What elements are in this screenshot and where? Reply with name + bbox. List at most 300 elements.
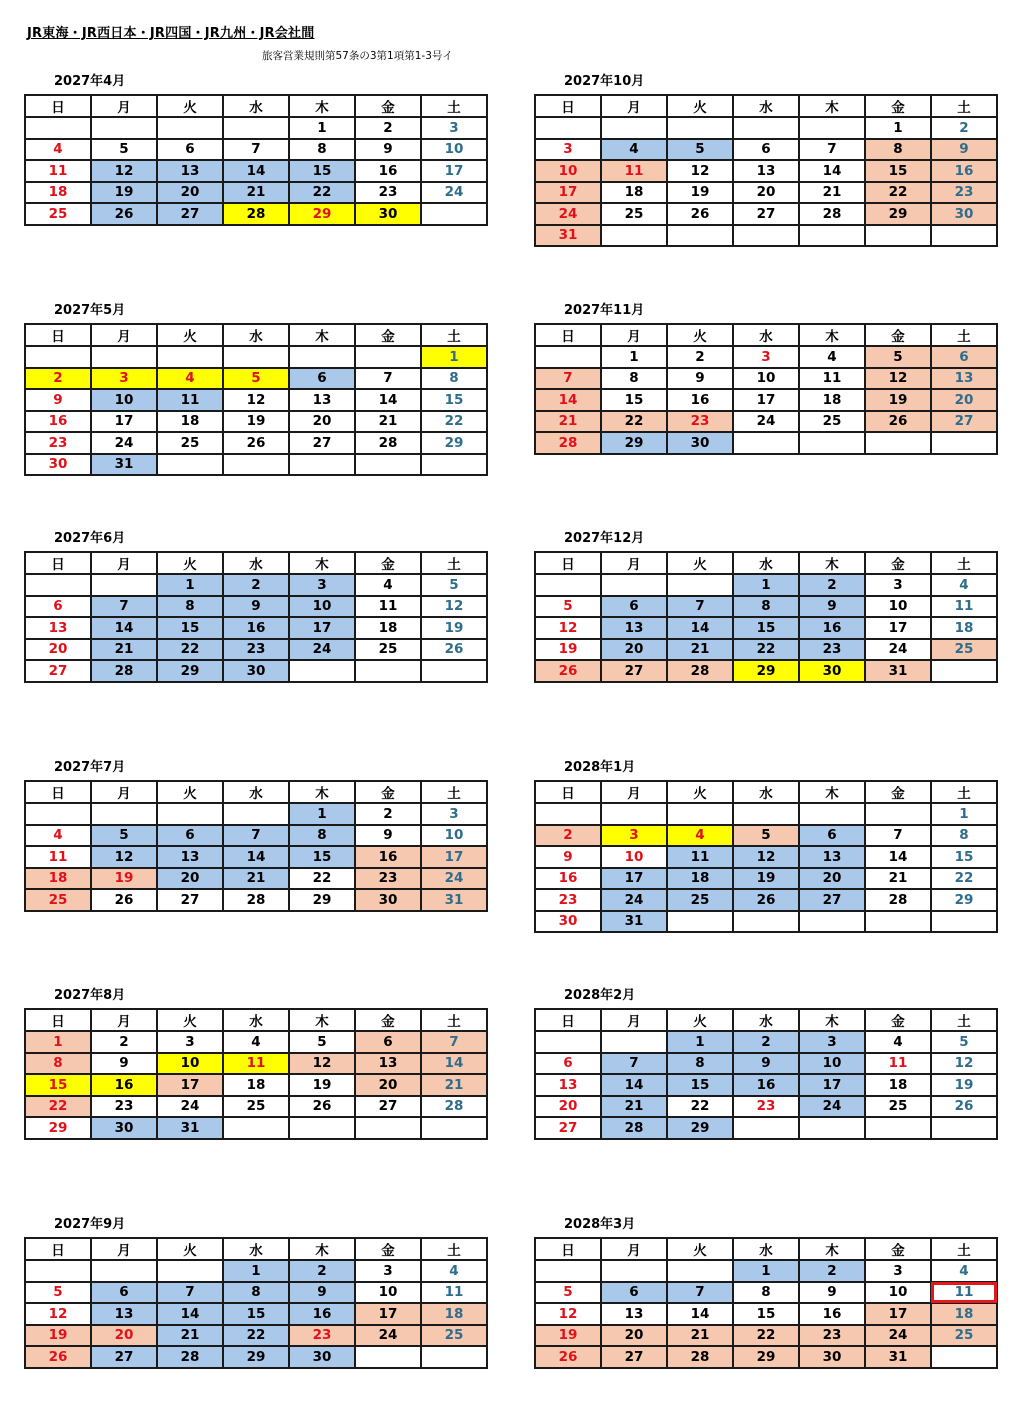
weekday-header: 日: [25, 781, 91, 803]
day-cell: 22: [667, 1096, 733, 1118]
empty-cell: [601, 225, 667, 247]
day-cell: 30: [667, 432, 733, 454]
weekday-header: 土: [931, 95, 997, 117]
day-cell: 21: [865, 868, 931, 890]
empty-cell: [91, 1260, 157, 1282]
week-row: [535, 803, 997, 825]
empty-cell: [667, 803, 733, 825]
day-cell: 26: [91, 203, 157, 225]
day-cell: 30: [289, 1346, 355, 1368]
week-row: [535, 1096, 997, 1118]
day-cell: 28: [421, 1096, 487, 1118]
day-cell: 21: [157, 1325, 223, 1347]
empty-cell: [157, 803, 223, 825]
empty-cell: [91, 574, 157, 596]
empty-cell: [223, 454, 289, 476]
day-cell: 24: [733, 411, 799, 433]
day-cell: 26: [865, 411, 931, 433]
month-label: 2027年5月: [54, 303, 126, 318]
empty-cell: [601, 574, 667, 596]
day-cell: 17: [91, 411, 157, 433]
month-label: 2028年3月: [564, 1217, 636, 1232]
empty-cell: [799, 117, 865, 139]
weekday-header: 月: [91, 552, 157, 574]
weekday-header: 水: [223, 781, 289, 803]
day-cell: 22: [733, 639, 799, 661]
month-label: 2027年6月: [54, 531, 126, 546]
weekday-header: 木: [799, 1238, 865, 1260]
day-cell: 20: [535, 1096, 601, 1118]
day-cell: 4: [799, 346, 865, 368]
empty-cell: [799, 803, 865, 825]
weekday-header: 日: [535, 552, 601, 574]
day-cell: 30: [799, 1346, 865, 1368]
day-cell: 25: [25, 203, 91, 225]
empty-cell: [667, 225, 733, 247]
week-row: [535, 160, 997, 182]
day-cell: 4: [667, 825, 733, 847]
day-cell: 11: [223, 1053, 289, 1075]
day-cell: 28: [355, 432, 421, 454]
day-cell: 26: [667, 203, 733, 225]
week-row: [25, 1346, 487, 1368]
day-cell: 22: [421, 411, 487, 433]
day-cell: 29: [733, 1346, 799, 1368]
day-cell: 18: [799, 389, 865, 411]
day-cell: 18: [421, 1303, 487, 1325]
empty-cell: [667, 117, 733, 139]
day-cell: 21: [799, 182, 865, 204]
empty-cell: [289, 454, 355, 476]
day-cell: 2: [535, 825, 601, 847]
day-cell: 16: [355, 846, 421, 868]
weekday-header: 金: [865, 1238, 931, 1260]
day-cell: 24: [865, 639, 931, 661]
empty-cell: [355, 660, 421, 682]
day-cell: 19: [667, 182, 733, 204]
weekday-header: 木: [799, 95, 865, 117]
day-cell: 21: [667, 1325, 733, 1347]
day-cell: 10: [733, 368, 799, 390]
day-cell: 28: [601, 1117, 667, 1139]
day-cell: 18: [25, 868, 91, 890]
week-row: [25, 139, 487, 161]
day-cell: 7: [157, 1282, 223, 1304]
day-cell: 16: [289, 1303, 355, 1325]
day-cell: 6: [157, 139, 223, 161]
week-row: [25, 868, 487, 890]
day-cell: 5: [421, 574, 487, 596]
day-cell: 13: [601, 1303, 667, 1325]
empty-cell: [535, 574, 601, 596]
day-cell: 26: [535, 1346, 601, 1368]
day-cell: 27: [601, 660, 667, 682]
day-cell: 13: [157, 160, 223, 182]
day-cell: 6: [25, 596, 91, 618]
week-row: [535, 1074, 997, 1096]
day-cell: 7: [91, 596, 157, 618]
week-row: [535, 825, 997, 847]
week-row: [25, 889, 487, 911]
month-label: 2027年4月: [54, 74, 126, 89]
day-cell: 24: [799, 1096, 865, 1118]
week-row: [25, 203, 487, 225]
day-cell: 22: [25, 1096, 91, 1118]
day-cell: 30: [931, 203, 997, 225]
day-cell: 10: [421, 825, 487, 847]
weekday-header: 木: [799, 552, 865, 574]
empty-cell: [733, 225, 799, 247]
day-cell: 29: [289, 203, 355, 225]
day-cell: 21: [223, 182, 289, 204]
day-cell: 24: [421, 182, 487, 204]
weekday-header: 金: [865, 1009, 931, 1031]
day-cell: 19: [91, 182, 157, 204]
day-cell: 24: [865, 1325, 931, 1347]
day-cell: 5: [289, 1031, 355, 1053]
day-cell: 11: [157, 389, 223, 411]
day-cell: 22: [865, 182, 931, 204]
week-row: [535, 868, 997, 890]
empty-cell: [535, 1260, 601, 1282]
day-cell: 5: [535, 596, 601, 618]
day-cell: 6: [91, 1282, 157, 1304]
day-cell: 1: [289, 117, 355, 139]
day-cell: 18: [865, 1074, 931, 1096]
day-cell: 8: [289, 139, 355, 161]
day-cell: 10: [91, 389, 157, 411]
day-cell: 20: [733, 182, 799, 204]
day-cell: 24: [355, 1325, 421, 1347]
day-cell: 6: [289, 368, 355, 390]
day-cell: 23: [535, 889, 601, 911]
day-cell: 18: [667, 868, 733, 890]
empty-cell: [355, 454, 421, 476]
day-cell: 27: [355, 1096, 421, 1118]
day-cell: 7: [421, 1031, 487, 1053]
day-cell: 16: [733, 1074, 799, 1096]
day-cell: 22: [601, 411, 667, 433]
day-cell: 10: [355, 1282, 421, 1304]
day-cell: 5: [91, 825, 157, 847]
day-cell: 3: [289, 574, 355, 596]
day-cell: 6: [931, 346, 997, 368]
day-cell: 18: [223, 1074, 289, 1096]
weekday-header: 土: [421, 95, 487, 117]
day-cell: 20: [601, 639, 667, 661]
day-cell: 4: [355, 574, 421, 596]
day-cell: 17: [733, 389, 799, 411]
weekday-header: 金: [355, 1009, 421, 1031]
day-cell: 9: [799, 596, 865, 618]
day-cell: 12: [91, 846, 157, 868]
day-cell: 6: [157, 825, 223, 847]
empty-cell: [733, 432, 799, 454]
day-cell: 20: [157, 182, 223, 204]
weekday-header: 金: [355, 1238, 421, 1260]
day-cell: 4: [421, 1260, 487, 1282]
empty-cell: [223, 117, 289, 139]
day-cell: 28: [223, 203, 289, 225]
day-cell: 2: [667, 346, 733, 368]
empty-cell: [667, 1260, 733, 1282]
day-cell: 29: [223, 1346, 289, 1368]
day-cell: 18: [931, 617, 997, 639]
day-cell: 8: [421, 368, 487, 390]
day-cell: 31: [157, 1117, 223, 1139]
empty-cell: [25, 346, 91, 368]
week-row: [25, 182, 487, 204]
weekday-header: 月: [601, 1009, 667, 1031]
day-cell: 3: [733, 346, 799, 368]
day-cell: 2: [289, 1260, 355, 1282]
weekday-header: 水: [223, 1009, 289, 1031]
day-cell: 18: [25, 182, 91, 204]
day-cell: 9: [355, 825, 421, 847]
weekday-header: 水: [733, 552, 799, 574]
weekday-header: 月: [601, 95, 667, 117]
month-calendar: [534, 1217, 1000, 1369]
weekday-header: 土: [421, 1009, 487, 1031]
empty-cell: [667, 911, 733, 933]
weekday-header: 水: [223, 1238, 289, 1260]
week-row: [535, 1260, 997, 1282]
day-cell: 9: [223, 596, 289, 618]
weekday-header: 火: [667, 95, 733, 117]
weekday-header: 金: [865, 781, 931, 803]
day-cell: 15: [289, 846, 355, 868]
day-cell: 13: [799, 846, 865, 868]
empty-cell: [799, 1117, 865, 1139]
day-cell: 24: [535, 203, 601, 225]
day-cell: 3: [799, 1031, 865, 1053]
weekday-header: 金: [355, 324, 421, 346]
week-row: [535, 639, 997, 661]
day-cell: 16: [355, 160, 421, 182]
week-row: [25, 389, 487, 411]
day-cell: 25: [799, 411, 865, 433]
day-cell: 17: [535, 182, 601, 204]
day-cell: 31: [865, 1346, 931, 1368]
week-row: [535, 203, 997, 225]
month-calendar: [24, 303, 490, 476]
day-cell: 5: [865, 346, 931, 368]
day-cell: 29: [25, 1117, 91, 1139]
day-cell: 8: [931, 825, 997, 847]
day-cell: 31: [535, 225, 601, 247]
weekday-header: 土: [421, 552, 487, 574]
day-cell: 29: [733, 660, 799, 682]
day-cell: 18: [355, 617, 421, 639]
empty-cell: [223, 346, 289, 368]
day-cell: 3: [91, 368, 157, 390]
day-cell: 7: [223, 139, 289, 161]
month-label: 2027年8月: [54, 988, 126, 1003]
day-cell: 26: [931, 1096, 997, 1118]
day-cell: 19: [25, 1325, 91, 1347]
weekday-header: 日: [535, 95, 601, 117]
weekday-header: 火: [667, 552, 733, 574]
day-cell: 2: [799, 1260, 865, 1282]
weekday-header: 金: [865, 552, 931, 574]
day-cell: 10: [157, 1053, 223, 1075]
week-row: [25, 1117, 487, 1139]
day-cell: 19: [535, 1325, 601, 1347]
day-cell: 25: [25, 889, 91, 911]
day-cell: 27: [91, 1346, 157, 1368]
day-cell: 20: [601, 1325, 667, 1347]
weekday-header: 水: [733, 1238, 799, 1260]
month-calendar: [24, 531, 490, 683]
day-cell: 26: [91, 889, 157, 911]
day-cell: 17: [601, 868, 667, 890]
day-cell: 20: [25, 639, 91, 661]
day-cell: 22: [733, 1325, 799, 1347]
weekday-header: 火: [157, 1009, 223, 1031]
empty-cell: [223, 1117, 289, 1139]
day-cell: 25: [601, 203, 667, 225]
weekday-header: 金: [355, 552, 421, 574]
weekday-header: 木: [289, 1009, 355, 1031]
day-cell: 7: [601, 1053, 667, 1075]
day-cell: 30: [355, 889, 421, 911]
day-cell: 3: [355, 1260, 421, 1282]
day-cell: 12: [535, 617, 601, 639]
weekday-header: 水: [223, 324, 289, 346]
day-cell: 10: [421, 139, 487, 161]
weekday-header: 水: [733, 1009, 799, 1031]
day-cell: 12: [25, 1303, 91, 1325]
empty-cell: [157, 1260, 223, 1282]
day-cell: 27: [25, 660, 91, 682]
empty-cell: [733, 911, 799, 933]
day-cell: 19: [733, 868, 799, 890]
day-cell: 3: [157, 1031, 223, 1053]
empty-cell: [601, 1260, 667, 1282]
empty-cell: [601, 1031, 667, 1053]
empty-cell: [667, 574, 733, 596]
weekday-header: 金: [865, 324, 931, 346]
day-cell: 23: [223, 639, 289, 661]
day-cell: 29: [931, 889, 997, 911]
weekday-header: 月: [91, 324, 157, 346]
day-cell: 17: [289, 617, 355, 639]
day-cell: 31: [865, 660, 931, 682]
day-cell: 23: [91, 1096, 157, 1118]
empty-cell: [865, 911, 931, 933]
day-cell: 16: [223, 617, 289, 639]
empty-cell: [25, 117, 91, 139]
empty-cell: [799, 911, 865, 933]
month-calendar: [534, 303, 1000, 455]
day-cell: 15: [865, 160, 931, 182]
day-cell: 9: [355, 139, 421, 161]
empty-cell: [421, 454, 487, 476]
empty-cell: [799, 432, 865, 454]
week-row: [535, 911, 997, 933]
day-cell: 27: [601, 1346, 667, 1368]
day-cell: 9: [799, 1282, 865, 1304]
day-cell: 10: [799, 1053, 865, 1075]
weekday-header: 月: [91, 1009, 157, 1031]
day-cell: 9: [667, 368, 733, 390]
day-cell: 14: [667, 1303, 733, 1325]
day-cell: 23: [667, 411, 733, 433]
day-cell: 28: [223, 889, 289, 911]
day-cell: 17: [421, 160, 487, 182]
day-cell: 25: [421, 1325, 487, 1347]
day-cell: 25: [931, 639, 997, 661]
empty-cell: [421, 1117, 487, 1139]
day-cell: 16: [25, 411, 91, 433]
empty-cell: [931, 432, 997, 454]
day-cell: 22: [931, 868, 997, 890]
week-row: [25, 346, 487, 368]
page-subtitle: 旅客営業規則第57条の3第1項第1-3号イ: [262, 50, 453, 62]
day-cell: 26: [25, 1346, 91, 1368]
day-cell: 14: [421, 1053, 487, 1075]
day-cell: 2: [733, 1031, 799, 1053]
day-cell: 2: [355, 803, 421, 825]
empty-cell: [865, 225, 931, 247]
empty-cell: [355, 346, 421, 368]
day-cell: 9: [733, 1053, 799, 1075]
day-cell: 15: [25, 1074, 91, 1096]
week-row: [25, 617, 487, 639]
weekday-header: 木: [289, 781, 355, 803]
day-cell: 11: [25, 160, 91, 182]
day-cell: 11: [601, 160, 667, 182]
week-row: [535, 1117, 997, 1139]
day-cell: 19: [865, 389, 931, 411]
day-cell: 6: [733, 139, 799, 161]
empty-cell: [799, 225, 865, 247]
month-calendar: [534, 760, 1000, 933]
day-cell: 20: [355, 1074, 421, 1096]
day-cell: 6: [799, 825, 865, 847]
week-row: [535, 346, 997, 368]
day-cell: 17: [865, 617, 931, 639]
month-label: 2028年2月: [564, 988, 636, 1003]
day-cell: 3: [865, 574, 931, 596]
week-row: [25, 825, 487, 847]
weekday-header: 日: [25, 324, 91, 346]
empty-cell: [535, 117, 601, 139]
day-cell: 8: [157, 596, 223, 618]
month-calendar: [24, 1217, 490, 1369]
week-row: [25, 846, 487, 868]
day-cell: 8: [733, 596, 799, 618]
empty-cell: [535, 346, 601, 368]
day-cell: 24: [91, 432, 157, 454]
week-row: [25, 368, 487, 390]
week-row: [535, 1053, 997, 1075]
weekday-header: 金: [355, 95, 421, 117]
day-cell: 8: [667, 1053, 733, 1075]
day-cell: 24: [289, 639, 355, 661]
day-cell: 27: [157, 889, 223, 911]
day-cell: 6: [355, 1031, 421, 1053]
week-row: [535, 596, 997, 618]
page-title: JR東海・JR西日本・JR四国・JR九州・JR会社間: [27, 26, 315, 41]
weekday-header: 土: [421, 324, 487, 346]
day-cell: 1: [931, 803, 997, 825]
day-cell: 31: [601, 911, 667, 933]
day-cell: 17: [799, 1074, 865, 1096]
week-row: [25, 1031, 487, 1053]
day-cell: 28: [157, 1346, 223, 1368]
day-cell: 23: [799, 1325, 865, 1347]
